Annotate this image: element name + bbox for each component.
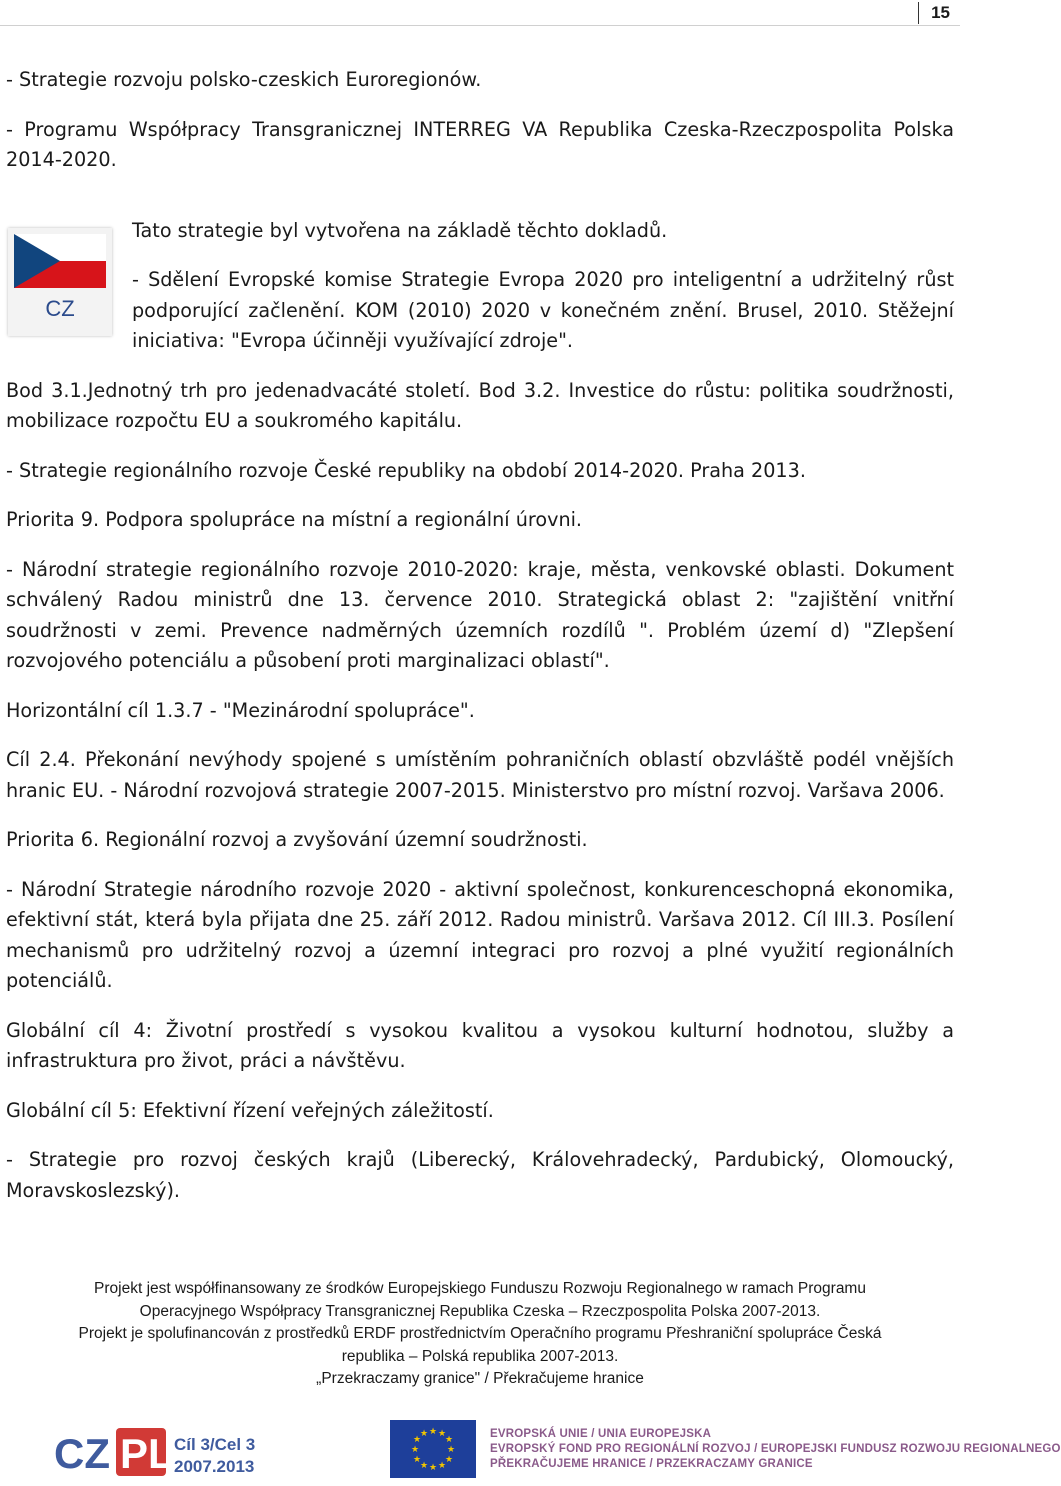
logo-cz-text: CZ — [54, 1430, 110, 1477]
paragraph: Bod 3.1.Jednotný trh pro jedenadvacáté století. Bod 3.2. Investice do růstu: politika soudržnosti, mobilizace rozpočtu EU a soukromého kapitálu. — [6, 378, 954, 432]
paragraph: Globální cíl 5: Efektivní řízení veřejných záležitostí. — [6, 1098, 494, 1122]
header-rule — [0, 25, 960, 26]
eu-logo — [390, 1420, 1061, 1478]
document-body — [6, 65, 954, 1225]
footer-line: „Przekraczamy granice" / Překračujeme hranice — [316, 1370, 644, 1387]
svg-text:★: ★ — [428, 1427, 438, 1437]
svg-text:★: ★ — [410, 1445, 420, 1455]
logo-pl-text: PL — [120, 1430, 174, 1477]
svg-text:★: ★ — [412, 1435, 422, 1445]
paragraph: - Sdělení Evropské komise Strategie Evropa 2020 pro inteligentní a udržitelný růst podporující začlenění. KOM (2010) 2020 v konečném znění. Brusel, 2010. Stěžejní iniciativa: "Evropa účinněji využívající zdroje". — [132, 268, 954, 352]
paragraph: - Národní Strategie národního rozvoje 2020 - aktivní společnost, konkurenceschopná ekonomika, efektivní stát, která byla přijata dne 25. září 2012. Radou ministrů. Varšava 2012. Cíl III.3. Posílení mechanismů pro udržitelný rozvoj a územní integraci pro rozvoj a plné využití regionálních potenciálů. — [6, 877, 954, 992]
paragraph: - Národní strategie regionálního rozvoje 2010-2020: kraje, města, venkovské oblasti. Dokument schválený Radou ministrů dne 13. července 2010. Strategická oblast 2: "zajištění vnitřní soudržnosti v zemi. Prevence nadměrných územních rozdílů ". Problém území d) "Zlepšení rozvojového potenciálu a působení proti marginalizaci oblastí". — [6, 557, 954, 672]
svg-text:★: ★ — [437, 1429, 447, 1439]
flag-label: CZ — [45, 295, 75, 321]
eu-text-line: EVROPSKÁ UNIE / UNIA EUROPEJSKA — [490, 1427, 712, 1440]
flag-section — [6, 216, 954, 357]
eu-text-line: EVROPSKÝ FOND PRO REGIONÁLNÍ ROZVOJ / EUROPEJSKI FUNDUSZ ROZWOJU REGIONALNEGO — [490, 1442, 1061, 1455]
svg-text:★: ★ — [419, 1461, 429, 1471]
paragraph: Globální cíl 4: Životní prostředí s vysokou kvalitou a vysokou kulturní hodnotou, služby a infrastruktura pro život, práci a návštěvu. — [6, 1018, 954, 1072]
footer-line: Operacyjnego Współpracy Transgranicznej Republika Czeska – Rzeczpospolita Polska 2007-2013. — [139, 1302, 821, 1320]
eu-flag-icon — [390, 1420, 476, 1478]
paragraph: - Strategie rozvoju polsko-czeskich Euroregionów. — [6, 68, 482, 91]
paragraph: - Strategie regionálního rozvoje České republiky na období 2014-2020. Praha 2013. — [6, 458, 806, 482]
svg-text:★: ★ — [446, 1445, 456, 1455]
paragraph: - Programu Współpracy Transgranicznej INTERREG VA Republika Czeska-Rzeczpospolita Polska 2014-2020. — [6, 117, 954, 171]
svg-text:★: ★ — [444, 1455, 454, 1465]
czech-flag-icon — [8, 228, 112, 336]
logo-years-text: 2007.2013 — [174, 1457, 255, 1476]
svg-text:★: ★ — [428, 1463, 438, 1473]
eu-text-line: PŘEKRAČUJEME HRANICE / PRZEKRACZAMY GRANICE — [490, 1457, 813, 1470]
svg-text:★: ★ — [412, 1455, 422, 1465]
footer — [0, 1278, 960, 1391]
footer-line: Projekt jest współfinansowany ze środków Europejskiego Funduszu Rozwoju Regionalnego w ramach Programu — [94, 1280, 866, 1297]
logo-cil-text: Cíl 3/Cel 3 — [174, 1435, 256, 1454]
paragraph: Priorita 9. Podpora spolupráce na místní a regionální úrovni. — [6, 508, 583, 531]
footer-logos — [40, 1418, 1061, 1480]
paragraph: Horizontální cíl 1.3.7 - "Mezinárodní spolupráce". — [6, 698, 475, 722]
paragraph: Tato strategie byl vytvořena na základě těchto dokladů. — [132, 218, 668, 242]
svg-text:★: ★ — [419, 1429, 429, 1439]
footer-line: republika – Polská republika 2007-2013. — [341, 1347, 619, 1365]
paragraph: - Strategie pro rozvoj českých krajů (Liberecký, Královehradecký, Pardubický, Olomoucký, Moravskoslezský). — [6, 1148, 954, 1202]
czpl-program-logo — [50, 1424, 290, 1484]
footer-line: Projekt je spolufinancován z prostředků ERDF prostřednictvím Operačního programu Přeshraniční spolupráce Česká — [78, 1325, 882, 1342]
page-number: 15 — [918, 2, 950, 24]
svg-text:★: ★ — [444, 1435, 454, 1445]
svg-text:★: ★ — [437, 1461, 447, 1471]
paragraph: Cíl 2.4. Překonání nevýhody spojené s umístěním pohraničních oblastí obzvláště podél vnějších hranic EU. - Národní rozvojová strategie 2007-2015. Ministerstvo pro místní rozvoj. Varšava 2006. — [6, 748, 954, 802]
paragraph: Priorita 6. Regionální rozvoj a zvyšování územní soudržnosti. — [6, 828, 588, 851]
